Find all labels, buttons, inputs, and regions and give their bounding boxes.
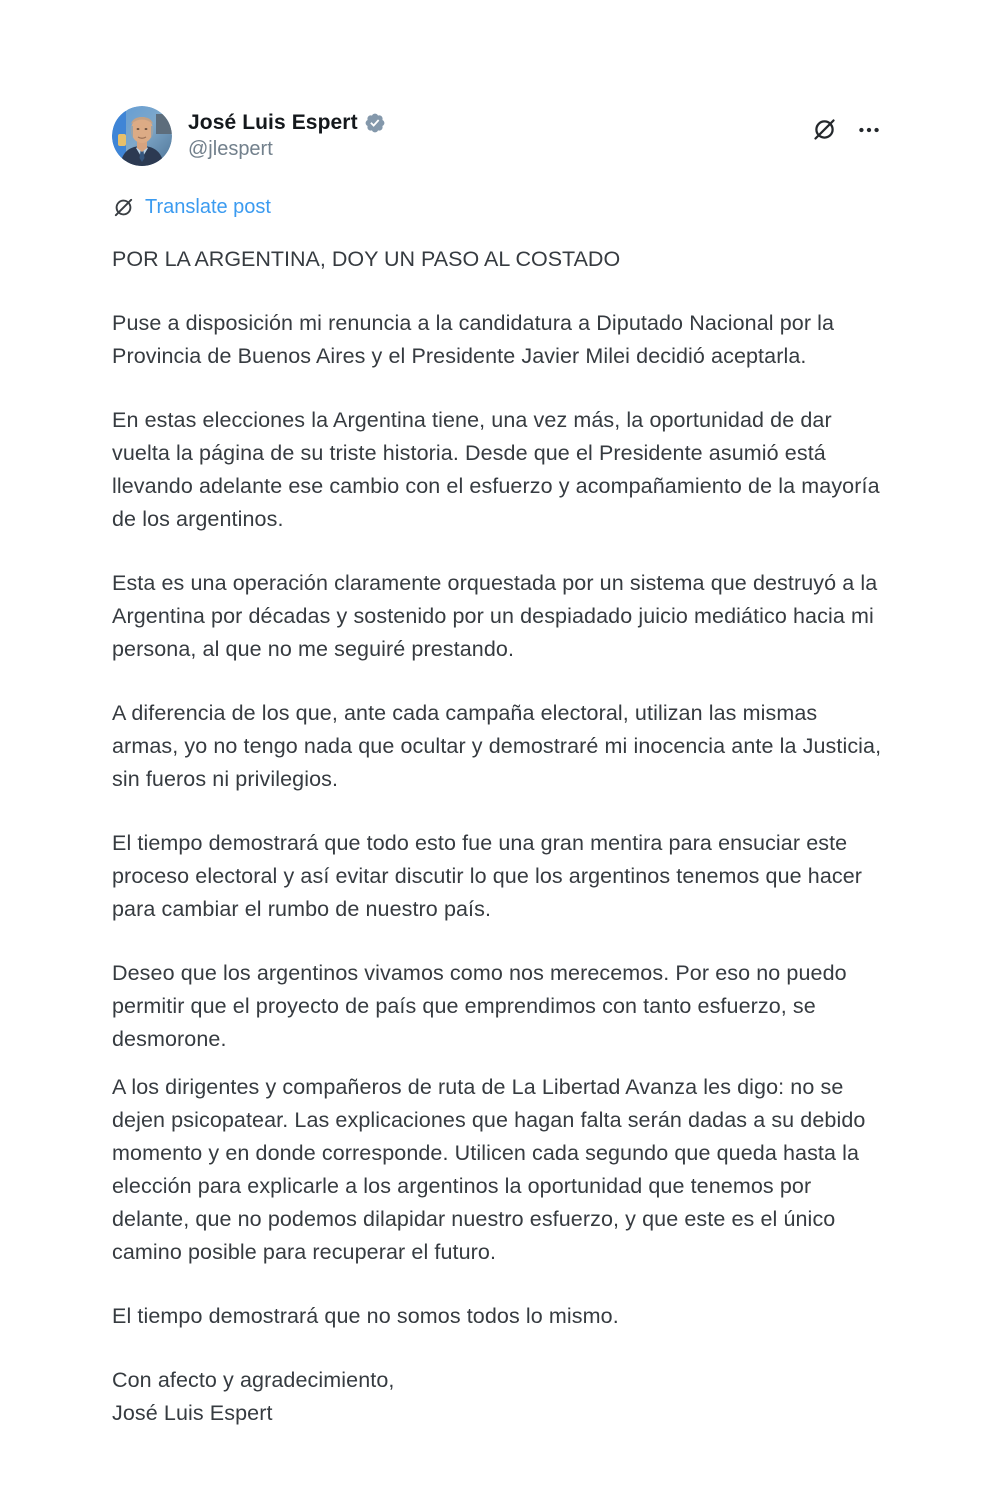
- avatar[interactable]: [112, 106, 172, 166]
- header-actions: [809, 106, 884, 145]
- post-title: POR LA ARGENTINA, DOY UN PASO AL COSTADO: [112, 247, 621, 271]
- verified-badge-icon: [364, 112, 386, 134]
- post-paragraph: Esta es una operación claramente orquestada por un sistema que destruyó a la Argentina por décadas y sostenido por un despiadado juicio mediático hacia mi persona, al que no me seguiré prestando.: [112, 571, 878, 661]
- author-name: José Luis Espert: [188, 111, 358, 134]
- post-signature: [112, 1364, 884, 1430]
- grok-button[interactable]: [809, 114, 840, 145]
- signature-line: José Luis Espert: [112, 1401, 273, 1425]
- post-body: [112, 243, 884, 1430]
- translate-post-link[interactable]: [112, 196, 271, 219]
- post-paragraph: El tiempo demostrará que no somos todos lo mismo.: [112, 1304, 619, 1328]
- author-names: [188, 111, 386, 161]
- post-paragraph: Deseo que los argentinos vivamos como nos merecemos. Por eso no puedo permitir que el proyecto de país que emprendimos con tanto esfuerzo, se desmorone.: [112, 961, 847, 1051]
- grok-icon: [112, 196, 135, 219]
- more-button[interactable]: [854, 115, 884, 145]
- author-link[interactable]: [112, 106, 386, 166]
- post: [112, 106, 884, 1430]
- post-paragraph: A los dirigentes y compañeros de ruta de La Libertad Avanza les digo: no se dejen psicopatear. Las explicaciones que hagan falta serán dadas a su debido momento y en donde corresponde. Utilicen cada segundo que queda hasta la elección para explicarle a los argentinos la oportunidad que tenemos por delante, que no podemos dilapidar nuestro esfuerzo, y que este es el único camino posible para recuperar el futuro.: [112, 1075, 866, 1264]
- post-header: [112, 106, 884, 166]
- author-handle: @jlespert: [188, 138, 273, 160]
- post-paragraph: Puse a disposición mi renuncia a la candidatura a Diputado Nacional por la Provincia de Buenos Aires y el Presidente Javier Milei decidió aceptarla.: [112, 311, 835, 368]
- translate-post-label: Translate post: [145, 196, 271, 218]
- post-paragraph: A diferencia de los que, ante cada campaña electoral, utilizan las mismas armas, yo no tengo nada que ocultar y demostraré mi inocencia ante la Justicia, sin fueros ni privilegios.: [112, 701, 882, 791]
- signature-line: Con afecto y agradecimiento,: [112, 1368, 395, 1392]
- post-paragraph: En estas elecciones la Argentina tiene, una vez más, la oportunidad de dar vuelta la página de su triste historia. Desde que el Presidente asumió está llevando adelante ese cambio con el esfuerzo y acompañamiento de la mayoría de los argentinos.: [112, 408, 880, 531]
- post-paragraph: El tiempo demostrará que todo esto fue una gran mentira para ensuciar este proceso electoral y así evitar discutir lo que los argentinos tenemos que hacer para cambiar el rumbo de nuestro país.: [112, 831, 863, 921]
